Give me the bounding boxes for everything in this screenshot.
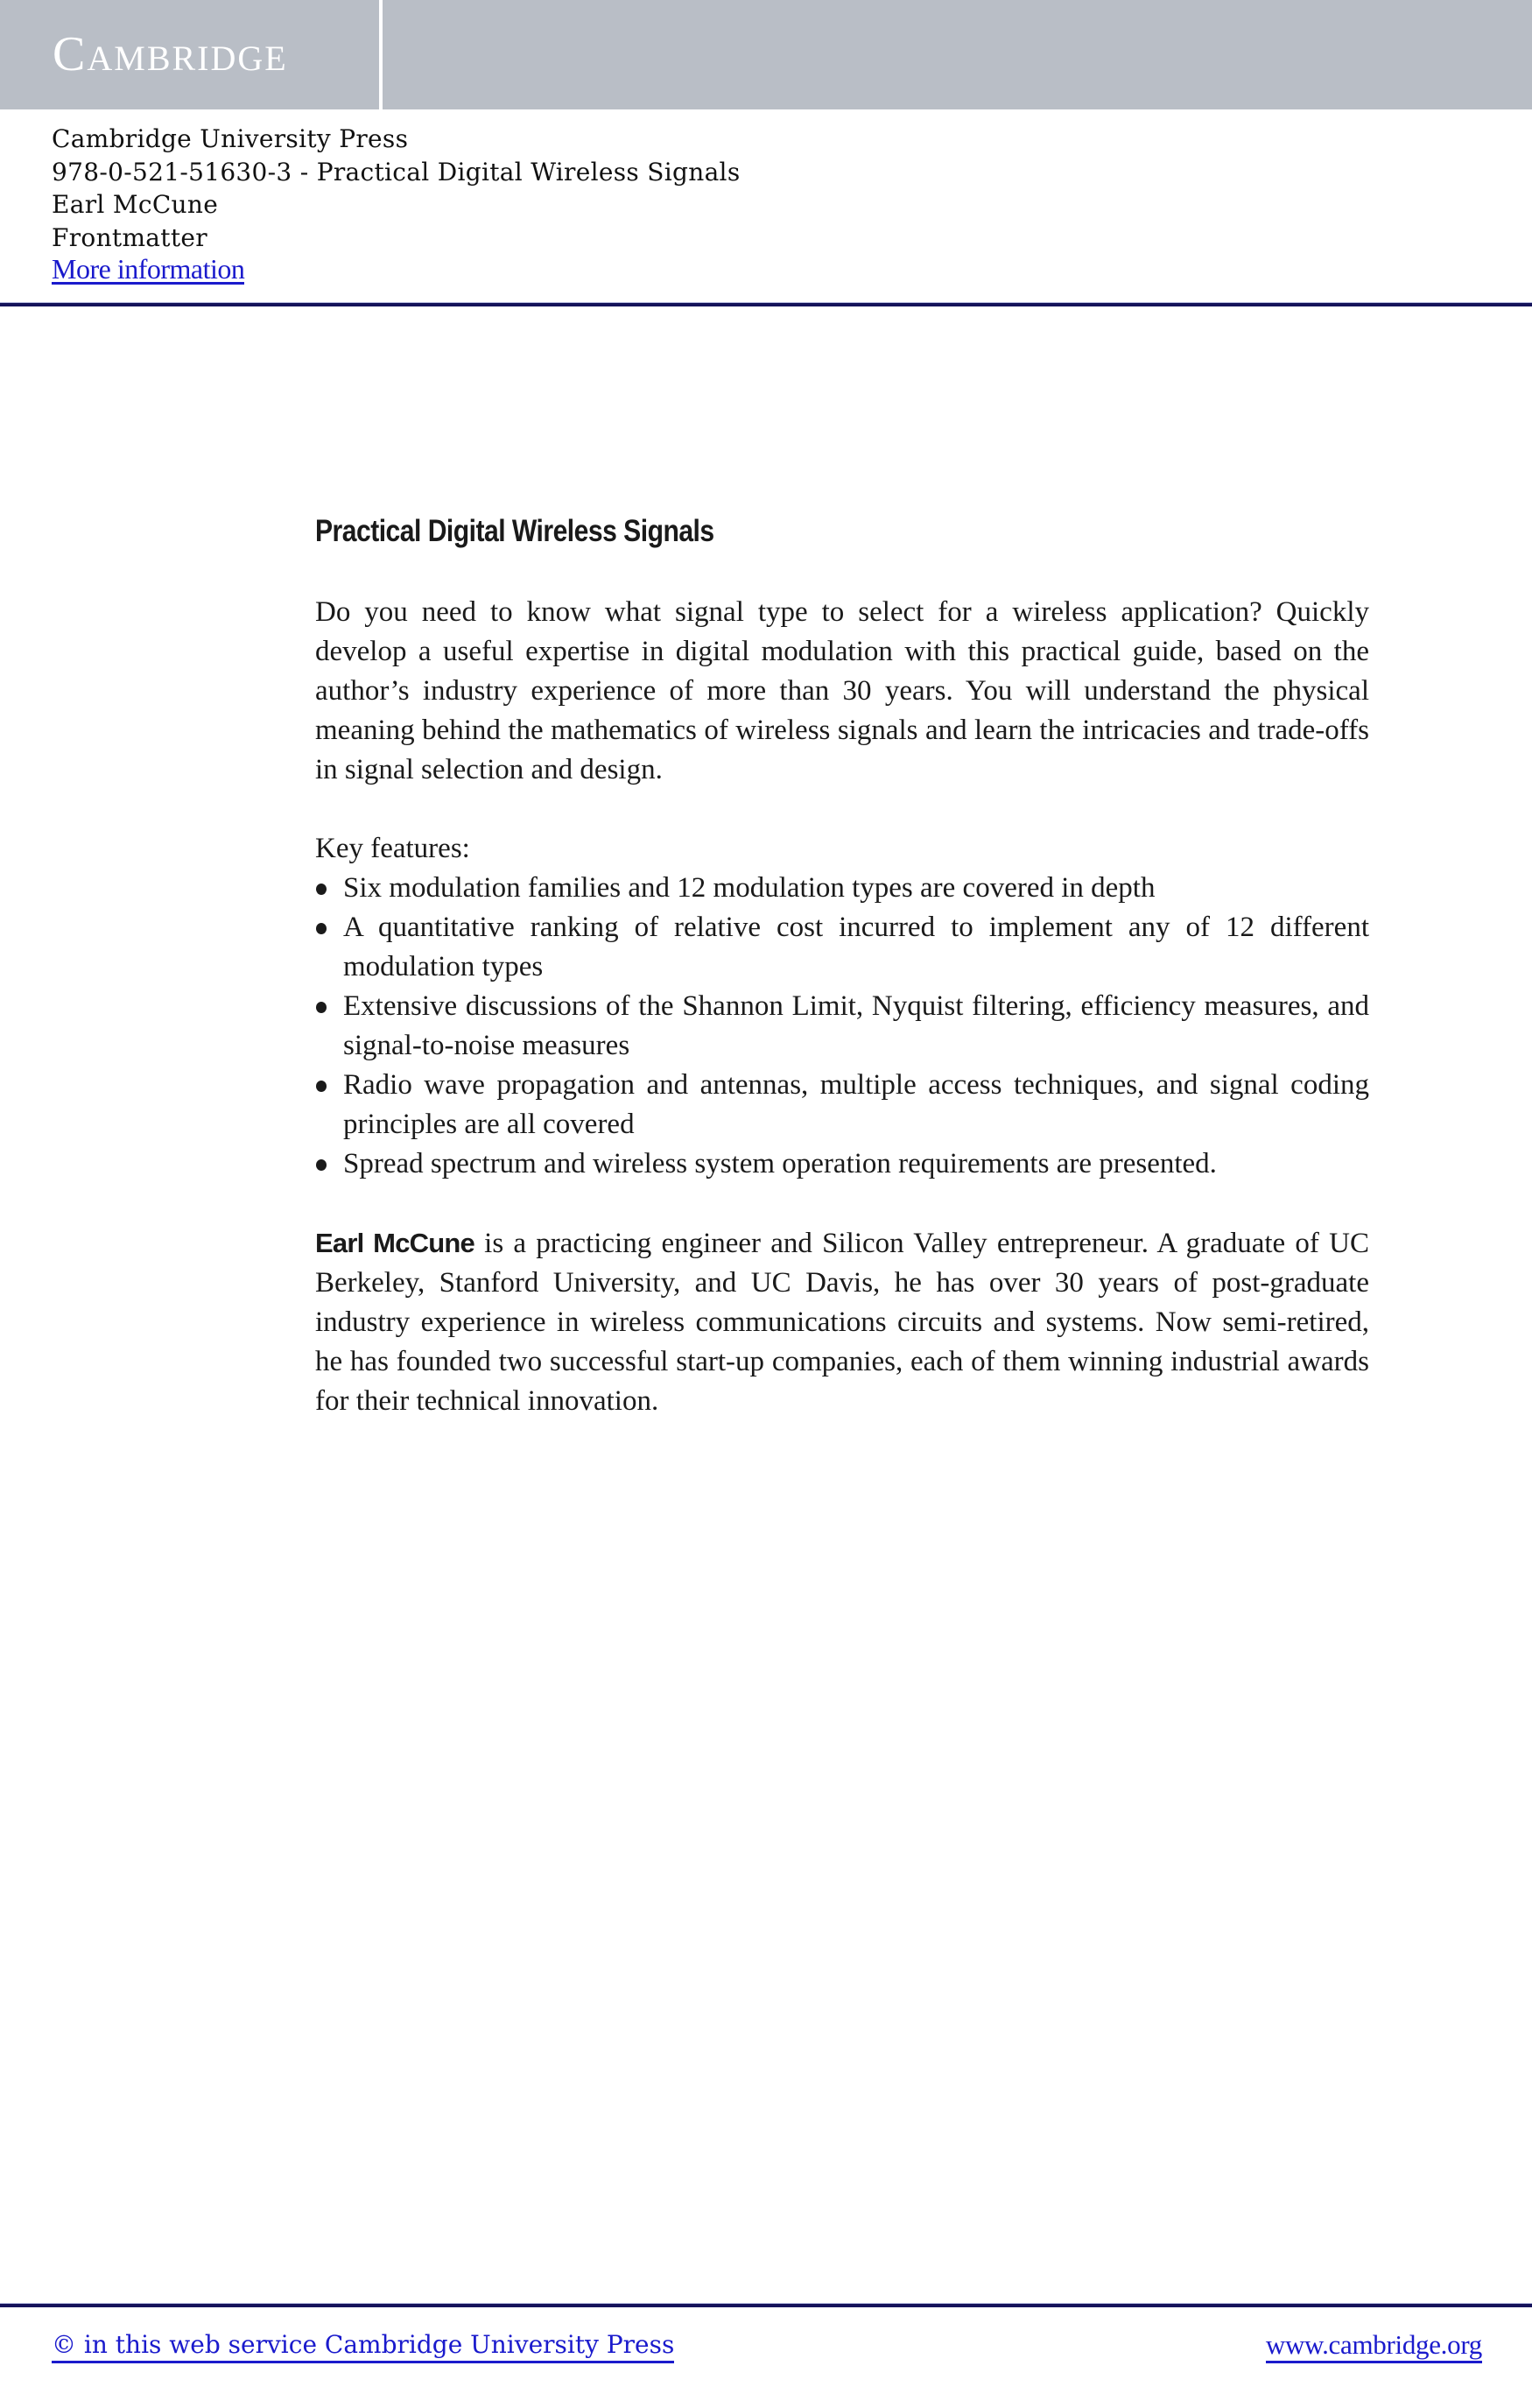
cambridge-logo <box>53 27 288 81</box>
author: Earl McCune <box>52 190 219 219</box>
bullet-icon <box>316 1159 327 1171</box>
isbn-title: 978-0-521-51630-3 - Practical Digital Wireless Signals <box>52 157 741 187</box>
feature-item: Extensive discussions of the Shannon Limit, Nyquist filtering, efficiency measures, and signal-to-noise measures <box>315 987 1369 1066</box>
publisher: Cambridge University Press <box>52 124 409 153</box>
header-rule <box>0 302 1532 306</box>
feature-item: Radio wave propagation and antennas, multiple access techniques, and signal coding principles are all covered <box>315 1066 1369 1144</box>
author-bio <box>315 1223 1369 1421</box>
feature-item: Spread spectrum and wireless system operation requirements are presented. <box>315 1144 1369 1184</box>
footer-rule <box>0 2303 1532 2307</box>
features-list <box>315 869 1369 1184</box>
author-name: Earl McCune <box>315 1228 474 1258</box>
header-band <box>0 0 1532 109</box>
section: Frontmatter <box>52 222 207 252</box>
copyright-link[interactable]: © in this web service Cambridge University Press <box>52 2329 674 2363</box>
bullet-icon <box>316 884 327 895</box>
bullet-icon <box>316 1002 327 1013</box>
book-title: Practical Digital Wireless Signals <box>315 514 714 548</box>
header-divider <box>379 0 383 109</box>
website-link[interactable]: www.cambridge.org <box>1266 2329 1482 2363</box>
bullet-icon <box>316 923 327 934</box>
feature-item: A quantitative ranking of relative cost incurred to implement any of 12 different modulation types <box>315 908 1369 987</box>
author-bio-text: is a practicing engineer and Silicon Valley entrepreneur. A graduate of UC Berkeley, Stanford University, and UC Davis, he has over 30 years of post-graduate industry experience in wireless communications circuits and systems. Now semi-retired, he has founded two successful start-up companies, each of them winning industrial awards for their technical innovation. <box>315 1228 1369 1417</box>
book-metadata <box>52 123 741 287</box>
bullet-icon <box>316 1081 327 1092</box>
main-content <box>315 508 1369 1421</box>
feature-item: Six modulation families and 12 modulation types are covered in depth <box>315 869 1369 908</box>
logo-initial: C <box>53 27 88 81</box>
intro-paragraph: Do you need to know what signal type to select for a wireless application? Quickly develop a useful expertise in digital modulation with this practical guide, based on the author’s industry experience of more than 30 years. You will understand the physical meaning behind the mathematics of wireless signals and learn the intricacies and trade-offs in signal selection and design. <box>315 596 1369 785</box>
logo-rest: AMBRIDGE <box>87 39 288 78</box>
features-heading: Key features: <box>315 833 470 864</box>
more-information-link[interactable]: More information <box>52 253 245 285</box>
